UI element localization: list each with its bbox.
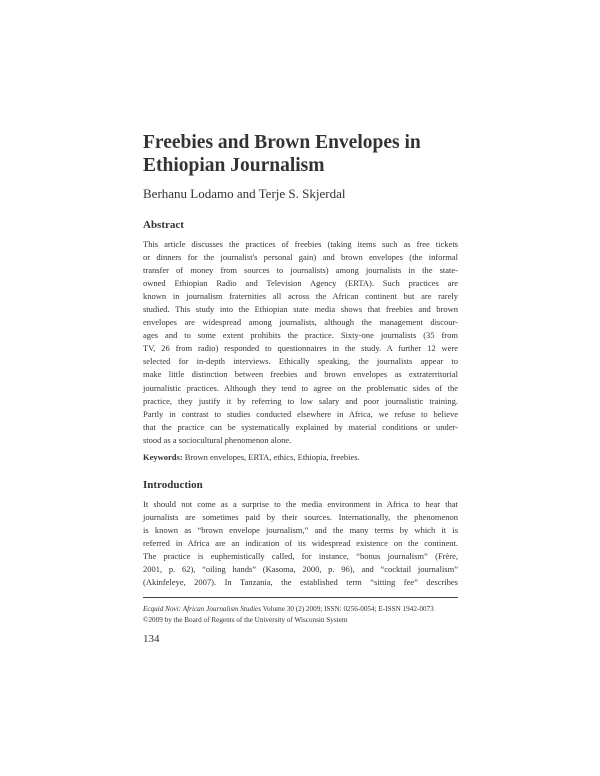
abstract-line: selected for in-depth interviews. Ethically speaking, the journalists appear to	[143, 356, 458, 367]
introduction-body	[143, 498, 458, 589]
page-number: 134	[143, 633, 160, 645]
intro-line: is known as “brown envelope journalism,” and the many terms by which it is	[143, 525, 458, 536]
journal-footer	[143, 604, 463, 626]
intro-line: (Akinfeleye, 2007). In Tanzania, the established term “sitting fee” describes	[143, 577, 458, 588]
intro-line: The practice is euphemistically called, for instance, “bonus journalism” (Frère,	[143, 551, 458, 562]
journal-citation: Volume 30 (2) 2009; ISSN: 0256-0054; E-ISSN 1942-0073	[261, 605, 434, 613]
abstract-line: ages and to some extent prohibits the practice. Sixty-one journalists (35 from	[143, 330, 458, 341]
journal-name: Ecquid Novi: African Journalism Studies	[143, 605, 262, 613]
abstract-line: transfer of money from sources to journalists) among journalists in the state-	[143, 265, 458, 276]
keywords	[143, 452, 458, 462]
article-title	[143, 131, 473, 177]
abstract-body	[143, 238, 458, 447]
abstract-line: studied. This study into the Ethiopian state media shows that freebies and brown	[143, 304, 458, 315]
abstract-line: stood as a sociocultural phenomenon alone.	[143, 434, 292, 445]
copyright-line: ©2009 by the Board of Regents of the University of Wisconsin System	[143, 616, 348, 624]
abstract-line: journalistic practices. Although they tend to agree on the problematic sides of the	[143, 382, 458, 393]
keywords-label: Keywords:	[143, 452, 183, 462]
abstract-line: known in journalism fraternities all across the African continent but are rarely	[143, 291, 458, 302]
keywords-text: Brown envelopes, ERTA, ethics, Ethiopia, freebies.	[182, 452, 360, 462]
footer-citation-line	[143, 604, 463, 615]
footer-divider	[143, 597, 458, 598]
abstract-line: TV, 26 from radio) responded to questionnaires in the study. A further 12 were	[143, 343, 458, 354]
abstract-line: or dinners for the journalist's personal gain) and brown envelopes (the informal	[143, 252, 458, 263]
intro-line: 2001, p. 62), “oiling hands” (Kasoma, 2000, p. 96), and “cocktail journalism”	[143, 564, 458, 575]
abstract-line: practice, they justify it by referring to low salary and poor journalistic training.	[143, 395, 458, 406]
introduction-heading: Introduction	[143, 479, 203, 491]
abstract-line: that the practice can be systematically explained by material conditions or under-	[143, 421, 458, 432]
intro-line: journalists are sometimes paid by their sources. Internationally, the phenomenon	[143, 512, 458, 523]
abstract-heading: Abstract	[143, 219, 184, 231]
abstract-line: make little distinction between freebies and brown envelopes as extraterritorial	[143, 369, 458, 380]
intro-line: It should not come as a surprise to the media environment in Africa to hear that	[143, 499, 458, 509]
abstract-line: This article discusses the practices of freebies (taking items such as free tickets	[143, 239, 458, 249]
authors: Berhanu Lodamo and Terje S. Skjerdal	[143, 186, 346, 201]
intro-line: referred in Africa are an indication of its widespread existence on the continent.	[143, 538, 458, 549]
abstract-line: owned Ethiopian Radio and Television Agency (ERTA). Such practices are	[143, 278, 458, 289]
title-line-2: Ethiopian Journalism	[143, 155, 325, 176]
abstract-line: Partly in contrast to studies conducted elsewhere in Africa, we refuse to believe	[143, 408, 458, 419]
abstract-line: envelopes are widespread among journalists, although the management discour-	[143, 317, 458, 328]
title-line-1: Freebies and Brown Envelopes in	[143, 132, 421, 153]
